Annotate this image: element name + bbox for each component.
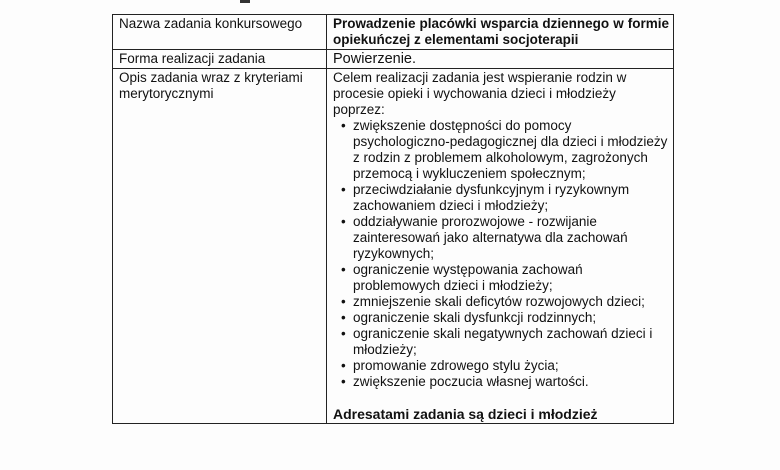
list-item xyxy=(341,118,669,182)
list-item xyxy=(341,214,669,262)
list-item xyxy=(341,326,669,358)
list-item-text: przeciwdziałanie dysfunkcyjnym i ryzykownym zachowaniem dzieci i młodzieży; xyxy=(353,182,630,213)
list-item-text: zwiększenie dostępności do pomocy psychologiczno-pedagogicznej dla dzieci i młodzieży z rodzin z problemem alkoholowym, zagrożonych przemocą i wykluczeniem społecznym; xyxy=(353,118,668,181)
list-item-text: zwiększenie poczucia własnej wartości. xyxy=(353,374,589,389)
table-row xyxy=(113,69,674,424)
bullet-icon: • xyxy=(341,182,346,197)
list-item xyxy=(341,262,669,294)
bullet-icon: • xyxy=(341,262,346,277)
bullet-icon: • xyxy=(341,374,346,389)
bullet-icon: • xyxy=(341,294,346,309)
bullet-icon: • xyxy=(341,358,346,373)
row-label: Forma realizacji zadania xyxy=(113,50,327,69)
table-row xyxy=(113,15,674,50)
task-table xyxy=(112,14,674,424)
task-name-value: Prowadzenie placówki wsparcia dziennego w formie opiekuńczej z elementami socjoterapii xyxy=(327,15,674,50)
list-item xyxy=(341,358,669,374)
description-intro: Celem realizacji zadania jest wspieranie rodzin w procesie opieki i wychowania dzieci i młodzieży poprzez: xyxy=(333,70,627,117)
target-group-heading: Adresatami zadania są dzieci i młodzież xyxy=(333,406,598,422)
scan-mark xyxy=(240,0,250,3)
description-cell xyxy=(327,69,674,424)
list-item-text: ograniczenie skali dysfunkcji rodzinnych; xyxy=(353,310,597,325)
list-item xyxy=(341,310,669,326)
list-item-text: ograniczenie skali negatywnych zachowań dzieci i młodzieży; xyxy=(353,326,653,357)
list-item-text: ograniczenie występowania zachowań problemowych dzieci i młodzieży; xyxy=(353,262,583,293)
bullet-icon: • xyxy=(341,326,346,341)
bullet-icon: • xyxy=(341,214,346,229)
list-item xyxy=(341,182,669,214)
goals-list xyxy=(333,118,669,390)
list-item-text: oddziaływanie prorozwojowe - rozwijanie zainteresowań jako alternatywa dla zachowań ryzykownych; xyxy=(353,214,628,261)
bullet-icon: • xyxy=(341,310,346,325)
list-item xyxy=(341,294,669,310)
form-value: Powierzenie. xyxy=(327,50,674,69)
list-item-text: promowanie zdrowego stylu życia; xyxy=(353,358,559,373)
list-item xyxy=(341,374,669,390)
row-label: Nazwa zadania konkursowego xyxy=(113,15,327,50)
row-label: Opis zadania wraz z kryteriami merytorycznymi xyxy=(113,69,327,424)
table-row xyxy=(113,50,674,69)
bullet-icon: • xyxy=(341,118,346,133)
list-item-text: zmniejszenie skali deficytów rozwojowych dzieci; xyxy=(353,294,645,309)
